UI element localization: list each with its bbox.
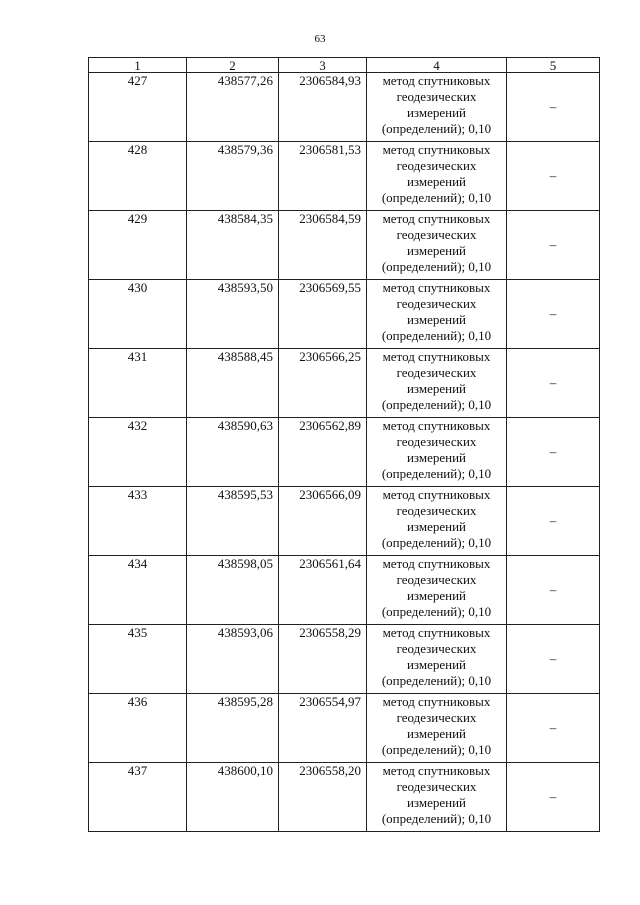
point-number-cell: 429 [89,211,187,280]
method-cell [367,487,507,556]
x-coordinate-cell: 438584,35 [187,211,279,280]
header-cell-3: 3 [279,58,367,73]
note-cell: – [507,625,600,694]
method-line: геодезических [396,503,477,518]
method-cell [367,142,507,211]
point-number-cell: 436 [89,694,187,763]
method-line: измерений [406,243,467,258]
point-number-cell: 433 [89,487,187,556]
coordinates-table [88,57,600,832]
point-number-cell: 432 [89,418,187,487]
point-number-cell: 437 [89,763,187,832]
point-number-cell: 430 [89,280,187,349]
table-row [89,487,600,556]
method-line: геодезических [396,779,477,794]
method-line: геодезических [396,296,477,311]
point-number-cell: 428 [89,142,187,211]
y-coordinate-cell: 2306562,89 [279,418,367,487]
method-line: (определений); 0,10 [381,328,492,343]
method-line: измерений [406,174,467,189]
header-cell-1: 1 [89,58,187,73]
x-coordinate-cell: 438579,36 [187,142,279,211]
table-body [89,73,600,832]
table-row [89,142,600,211]
method-line: метод спутниковых [382,694,491,709]
note-cell: – [507,142,600,211]
y-coordinate-cell: 2306558,29 [279,625,367,694]
table-row [89,625,600,694]
table-row [89,349,600,418]
method-cell [367,556,507,625]
method-line: метод спутниковых [382,625,491,640]
method-line: (определений); 0,10 [381,190,492,205]
x-coordinate-cell: 438588,45 [187,349,279,418]
note-cell: – [507,349,600,418]
method-line: измерений [406,312,467,327]
method-line: метод спутниковых [382,556,491,571]
method-cell [367,625,507,694]
point-number-cell: 434 [89,556,187,625]
method-cell [367,73,507,142]
method-line: измерений [406,381,467,396]
method-line: геодезических [396,572,477,587]
method-line: геодезических [396,158,477,173]
method-line: (определений); 0,10 [381,466,492,481]
table-row [89,280,600,349]
table-row [89,763,600,832]
method-line: метод спутниковых [382,211,491,226]
method-line: геодезических [396,710,477,725]
point-number-cell: 435 [89,625,187,694]
x-coordinate-cell: 438593,50 [187,280,279,349]
method-line: метод спутниковых [382,280,491,295]
method-line: (определений); 0,10 [381,535,492,550]
table-row [89,418,600,487]
note-cell: – [507,487,600,556]
note-cell: – [507,556,600,625]
table-header [89,58,600,73]
method-cell [367,694,507,763]
method-cell [367,211,507,280]
method-line: измерений [406,657,467,672]
method-line: метод спутниковых [382,349,491,364]
method-line: геодезических [396,641,477,656]
table-row [89,556,600,625]
y-coordinate-cell: 2306558,20 [279,763,367,832]
method-line: геодезических [396,365,477,380]
method-cell [367,280,507,349]
x-coordinate-cell: 438593,06 [187,625,279,694]
method-line: измерений [406,726,467,741]
y-coordinate-cell: 2306566,09 [279,487,367,556]
x-coordinate-cell: 438577,26 [187,73,279,142]
x-coordinate-cell: 438595,53 [187,487,279,556]
method-line: (определений); 0,10 [381,397,492,412]
y-coordinate-cell: 2306581,53 [279,142,367,211]
method-cell [367,418,507,487]
note-cell: – [507,280,600,349]
method-line: (определений); 0,10 [381,673,492,688]
method-line: измерений [406,795,467,810]
method-line: метод спутниковых [382,487,491,502]
y-coordinate-cell: 2306561,64 [279,556,367,625]
method-line: метод спутниковых [382,142,491,157]
method-line: (определений); 0,10 [381,604,492,619]
method-line: (определений); 0,10 [381,259,492,274]
method-line: метод спутниковых [382,418,491,433]
method-line: метод спутниковых [382,73,491,88]
page-number: 63 [314,33,326,45]
method-line: метод спутниковых [382,763,491,778]
method-line: измерений [406,519,467,534]
x-coordinate-cell: 438598,05 [187,556,279,625]
method-line: измерений [406,105,467,120]
method-line: (определений); 0,10 [381,811,492,826]
y-coordinate-cell: 2306566,25 [279,349,367,418]
method-line: измерений [406,588,467,603]
method-cell [367,349,507,418]
y-coordinate-cell: 2306554,97 [279,694,367,763]
y-coordinate-cell: 2306584,93 [279,73,367,142]
note-cell: – [507,694,600,763]
table-row [89,211,600,280]
x-coordinate-cell: 438600,10 [187,763,279,832]
note-cell: – [507,211,600,280]
y-coordinate-cell: 2306569,55 [279,280,367,349]
x-coordinate-cell: 438595,28 [187,694,279,763]
method-line: (определений); 0,10 [381,742,492,757]
note-cell: – [507,418,600,487]
method-line: (определений); 0,10 [381,121,492,136]
point-number-cell: 431 [89,349,187,418]
header-row [89,58,600,73]
header-cell-5: 5 [507,58,600,73]
header-cell-4: 4 [367,58,507,73]
y-coordinate-cell: 2306584,59 [279,211,367,280]
method-line: геодезических [396,89,477,104]
method-line: измерений [406,450,467,465]
note-cell: – [507,73,600,142]
table-row [89,694,600,763]
x-coordinate-cell: 438590,63 [187,418,279,487]
header-cell-2: 2 [187,58,279,73]
method-line: геодезических [396,434,477,449]
note-cell: – [507,763,600,832]
point-number-cell: 427 [89,73,187,142]
table-row [89,73,600,142]
method-cell [367,763,507,832]
method-line: геодезических [396,227,477,242]
